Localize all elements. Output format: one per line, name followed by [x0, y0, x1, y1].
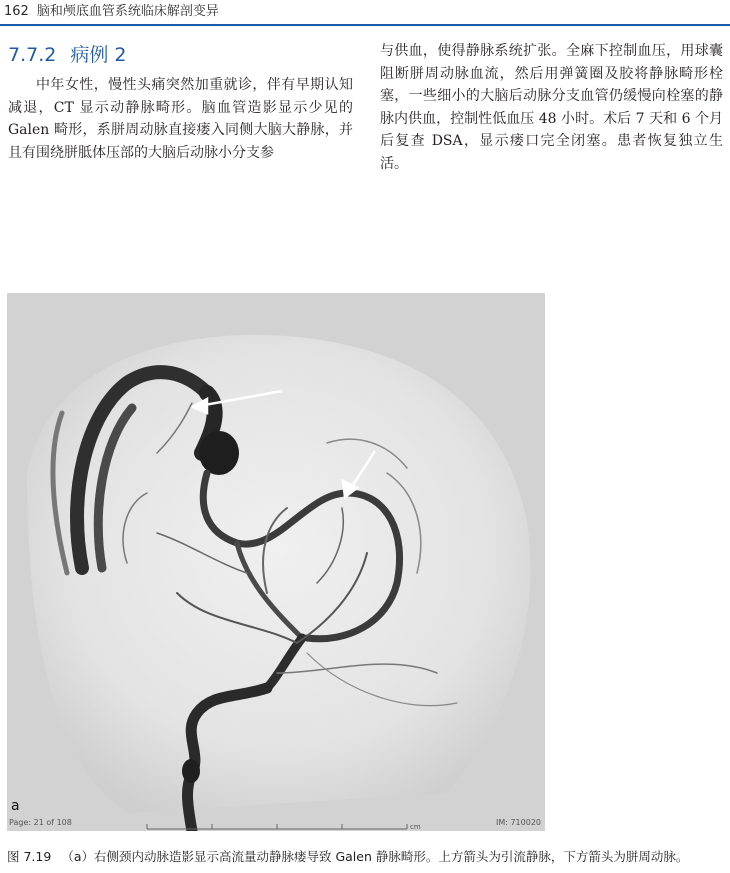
ruler-unit: cm: [410, 823, 421, 831]
body-paragraph-right: 与供血，使得静脉系统扩张。全麻下控制血压，用球囊阻断胼周动脉血流，然后用弹簧圈及胶将静脉畸形栓塞，一些细小的大脑后动脉分支血管仍缓慢向栓塞的静脉内供血，控制性低血压 48 小时。术后 7 天和 6 个月后复查 DSA，显示瘘口完全闭塞。患者恢复独立生活。: [380, 43, 723, 172]
caption-text: （a）右侧颈内动脉造影显示高流量动静脉瘘导致 Galen 静脉畸形。上方箭头为引流静脉，下方箭头为胼周动脉。: [61, 849, 689, 864]
body-column-right: [380, 40, 723, 176]
image-readout: IM: 710020: [495, 818, 541, 827]
section-heading: [8, 40, 127, 67]
section-title: 病例 2: [70, 44, 127, 66]
figure-caption: [7, 847, 727, 865]
page-number: 162: [4, 4, 29, 19]
body-paragraph-left: 中年女性，慢性头痛突然加重就诊，伴有早期认知减退，CT 显示动静脉畸形。脑血管造影显示少见的 Galen 畸形，系胼周动脉直接瘘入同侧大脑大静脉，并且有围绕胼胝体压部的大脑后动脉小分支参: [8, 77, 353, 161]
running-header: [4, 2, 726, 24]
section-number: 7.7.2: [8, 44, 57, 66]
book-title: 脑和颅底血管系统临床解剖变异: [36, 4, 219, 19]
angiogram-image: [7, 293, 545, 831]
page-readout: Page: 21 of 108: [9, 818, 72, 827]
angiogram-figure: [7, 293, 545, 831]
figure-number: 图 7.19: [7, 849, 52, 864]
header-rule: [0, 24, 730, 26]
body-column-left: [8, 74, 353, 164]
panel-label: a: [11, 798, 20, 814]
